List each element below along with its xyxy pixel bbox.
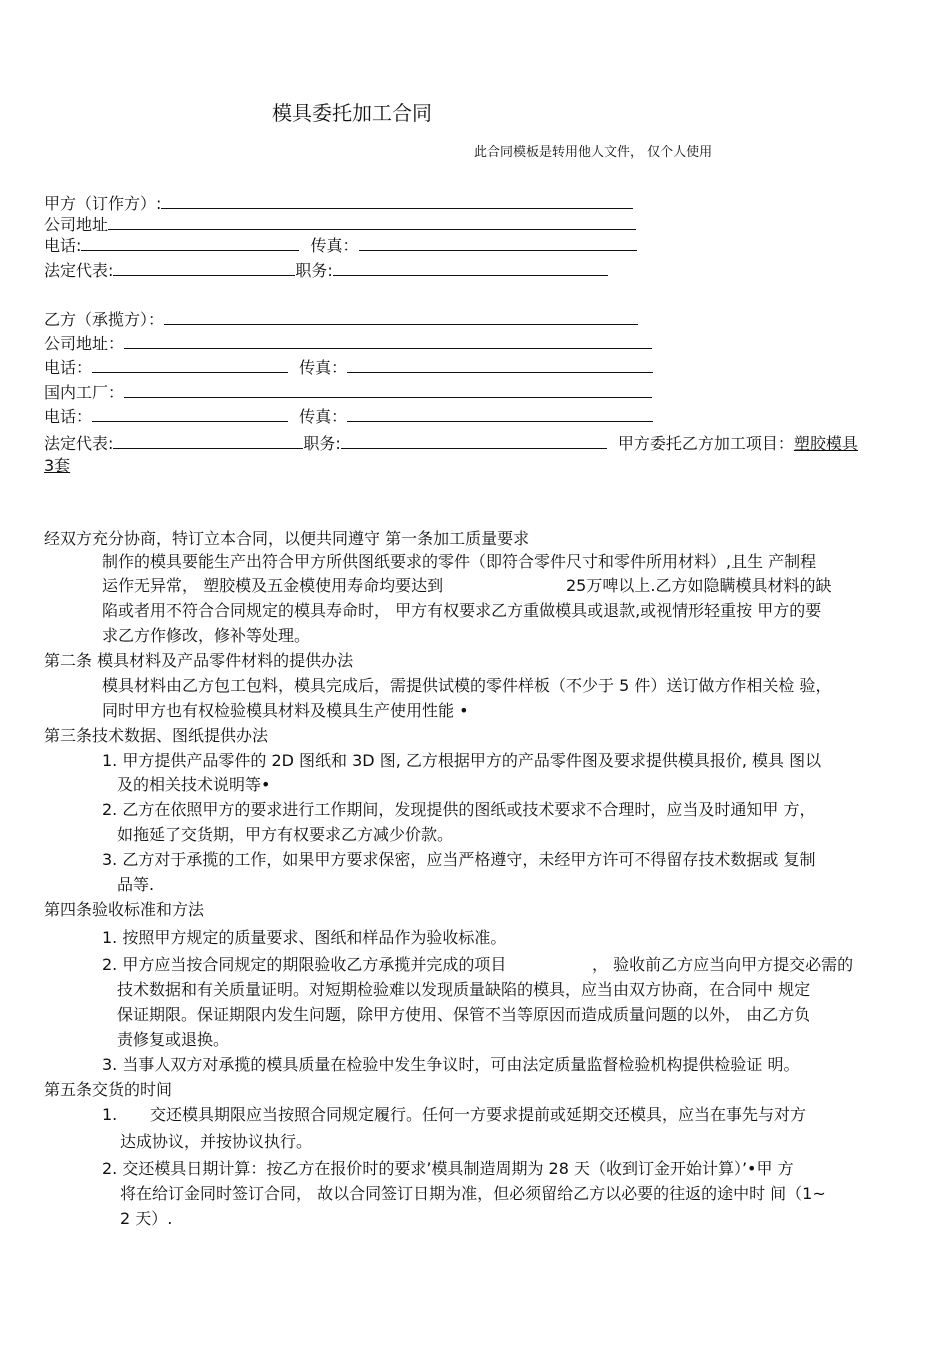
party-a-phone-row: [44, 236, 637, 256]
art1-line-1: 制作的模具要能生产出符合甲方所供图纸要求的零件（即符合零件尺寸和零件所用材料）,且生 产制程: [102, 552, 817, 571]
art1-line-2b: 25万啤以上.乙方如隐瞒模具材料的缺: [566, 576, 832, 595]
art2-title: 第二条 模具材料及产品零件材料的提供办法: [44, 651, 354, 670]
party-b-factory-row: [44, 383, 652, 403]
party-b-rep-label: 法定代表:: [44, 434, 114, 453]
art5-item-1b: 达成协议，并按协议执行。: [120, 1132, 313, 1151]
art3-item-1b: 及的相关技术说明等•: [117, 775, 271, 794]
party-a-rep-field[interactable]: [113, 261, 295, 276]
party-b-address-field[interactable]: [124, 334, 652, 349]
party-b-phone2-field[interactable]: [92, 407, 288, 422]
project-value: 塑胶模具: [793, 434, 858, 453]
party-b-fax2-label: 传真：: [299, 407, 348, 426]
party-b-phone-row: [44, 358, 653, 378]
art4-item-1: 1. 按照甲方规定的质量要求、图纸和样品作为验收标准。: [102, 928, 507, 947]
party-b-address-label: 公司地址：: [44, 334, 125, 353]
party-b-phone2-label: 电话：: [44, 407, 93, 426]
art5-title: 第五条交货的时间: [44, 1080, 173, 1099]
party-a-address-label: 公司地址: [44, 215, 109, 234]
art2-line-2: 同时甲方也有权检验模具材料及模具生产使用性能 •: [102, 701, 469, 720]
party-b-factory-field[interactable]: [124, 383, 652, 398]
art4-item-2a: 2. 甲方应当按合同规定的期限验收乙方承揽并完成的项目: [102, 955, 507, 974]
art3-item-3a: 3. 乙方对于承揽的工作，如果甲方要求保密，应当严格遵守，未经甲方许可不得留存技术数据或 复制: [102, 850, 816, 869]
party-b-name-row: [44, 310, 638, 330]
art3-item-1a: 1. 甲方提供产品零件的 2D 图纸和 3D 图, 乙方根据甲方的产品零件图及要求提供模具报价, 模具 图以: [102, 751, 822, 770]
art2-line-1: 模具材料由乙方包工包料，模具完成后，需提供试模的零件样板（不少于 5 件）送订做方作相关检 验，: [102, 676, 832, 695]
art5-item-1a: 交还模具期限应当按照合同规定履行。任何一方要求提前或延期交还模具，应当在事先与对方: [150, 1105, 807, 1124]
party-b-fax-field[interactable]: [347, 358, 653, 373]
party-a-title-label: 职务:: [295, 261, 333, 280]
party-b-rep-row: [44, 434, 858, 454]
project-label: 甲方委托乙方加工项目：: [617, 434, 794, 453]
party-b-title-label: 职务:: [303, 434, 341, 453]
party-a-rep-label: 法定代表:: [44, 261, 114, 280]
project-quantity: 3套: [44, 456, 71, 475]
party-a-phone-field[interactable]: [81, 236, 299, 251]
art4-item-2b: 技术数据和有关质量证明。对短期检验难以发现质量缺陷的模具，应当由双方协商，在合同中 规定: [117, 980, 811, 999]
intro-text: 经双方充分协商，特订立本合同，以便共同遵守 第一条加工质量要求: [44, 529, 530, 548]
party-b-factory-label: 国内工厂：: [44, 383, 125, 402]
party-a-fax-label: 传真：: [310, 236, 359, 255]
art5-item-2a: 2. 交还模具日期计算：按乙方在报价时的要求’模具制造周期为 28 天（收到订金开始计算）’•甲 方: [102, 1159, 794, 1178]
party-a-name-label: 甲方（订作方）:: [44, 194, 162, 213]
art5-item-1-num: 1.: [102, 1105, 118, 1124]
party-a-name-row: [44, 194, 633, 214]
art1-line-3: 陷或者用不符合合同规定的模具寿命时， 甲方有权要求乙方重做模具或退款,或视情形轻重按 甲方的要: [102, 601, 822, 620]
art5-item-2c: 2 天）.: [120, 1209, 173, 1228]
party-a-address-field[interactable]: [108, 215, 636, 230]
art4-item-2a-cont: ， 验收前乙方应当向甲方提交必需的: [592, 955, 854, 974]
party-b-title-field[interactable]: [341, 434, 607, 449]
art4-item-2c: 保证期限。保证期限内发生问题，除甲方使用、保管不当等原因而造成质量问题的以外， 由乙方负: [117, 1005, 811, 1024]
party-a-fax-field[interactable]: [359, 236, 637, 251]
party-b-address-row: [44, 334, 652, 354]
art4-item-3: 3. 当事人双方对承揽的模具质量在检验中发生争议时，可由法定质量监督检验机构提供检验证 明。: [102, 1055, 800, 1074]
art1-line-2a: 运作无异常， 塑胶模及五金模使用寿命均要达到: [102, 576, 444, 595]
art1-line-4: 求乙方作修改，修补等处理。: [102, 626, 311, 645]
party-b-fax-label: 传真：: [299, 358, 348, 377]
party-a-name-field[interactable]: [161, 194, 633, 209]
party-b-phone-label: 电话：: [44, 358, 93, 377]
art3-item-3b: 品等.: [117, 875, 155, 894]
page-title: 模具委托加工合同: [272, 101, 432, 125]
art4-item-2d: 责修复或退换。: [117, 1030, 230, 1049]
party-a-address-row: [44, 215, 636, 235]
party-b-rep-field[interactable]: [113, 434, 303, 449]
art3-item-2a: 2. 乙方在依照甲方的要求进行工作期间，发现提供的图纸或技术要求不合理时，应当及时通知甲 方，: [102, 800, 816, 819]
art4-title: 第四条验收标准和方法: [44, 900, 205, 919]
party-a-rep-row: [44, 261, 608, 281]
template-note: 此合同模板是转用他人文件， 仅个人使用: [474, 145, 713, 160]
party-b-fax2-field[interactable]: [347, 407, 653, 422]
party-b-name-label: 乙方（承揽方）：: [44, 310, 165, 329]
art5-item-2b: 将在给订金同时签订合同， 故以合同签订日期为准，但必须留给乙方以必要的往返的途中时 间（1~: [120, 1184, 826, 1203]
art3-title: 第三条技术数据、图纸提供办法: [44, 726, 269, 745]
party-a-title-field[interactable]: [333, 261, 608, 276]
art3-item-2b: 如拖延了交货期，甲方有权要求乙方减少价款。: [117, 825, 454, 844]
party-a-phone-label: 电话:: [44, 236, 82, 255]
party-b-phone-field[interactable]: [92, 358, 288, 373]
party-b-name-field[interactable]: [164, 310, 638, 325]
party-b-phone2-row: [44, 407, 653, 427]
